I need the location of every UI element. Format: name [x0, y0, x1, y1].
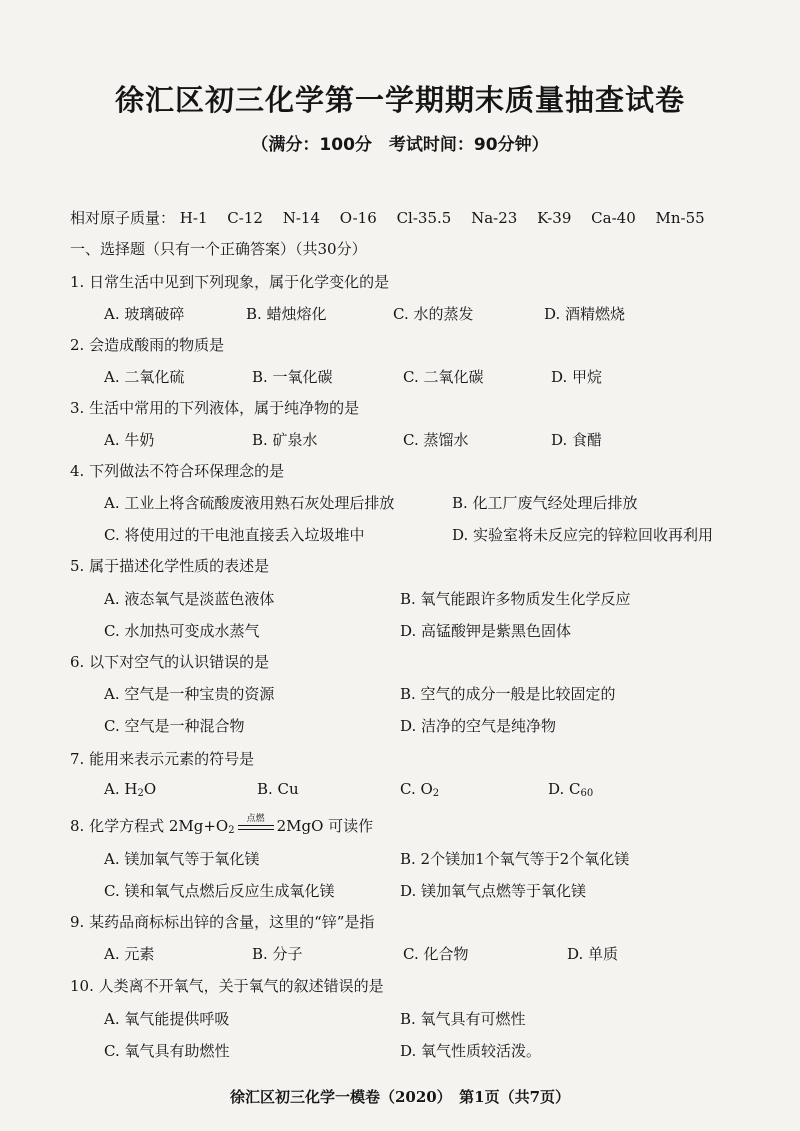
atomic-mass: N-14: [282, 209, 320, 227]
option-d[interactable]: D. 高锰酸钾是紫黑色固体: [400, 622, 572, 640]
atomic-masses-label: 相对原子质量：: [70, 209, 176, 227]
option-c[interactable]: C. $O_2$: [400, 780, 440, 799]
atomic-mass: C-12: [227, 209, 263, 227]
atomic-mass: Cl-35.5: [396, 209, 452, 227]
option-d[interactable]: D. 单质: [567, 945, 619, 963]
reaction-condition: 点燃: [246, 814, 265, 824]
page-subtitle: （满分：100分 考试时间：90分钟）: [251, 135, 549, 155]
option-c[interactable]: C. 水的蒸发: [393, 305, 474, 323]
option-b[interactable]: B. 分子: [252, 945, 303, 963]
page-footer: 徐汇区初三化学一模卷（2020） 第1页（共7页）: [229, 1088, 571, 1106]
option-a[interactable]: A. 空气是一种宝贵的资源: [104, 685, 275, 703]
question-stem: 4. 下列做法不符合环保理念的是: [70, 462, 285, 480]
atomic-mass: Na-23: [471, 209, 518, 227]
question-stem: 9. 某药品商标标出锌的含量，这里的“锌”是指: [70, 913, 375, 931]
option-c[interactable]: C. 化合物: [403, 945, 469, 963]
option-a[interactable]: A. 镁加氧气等于氧化镁: [104, 850, 260, 868]
question-stem: 2. 会造成酸雨的物质是: [70, 336, 225, 354]
option-d[interactable]: D. 实验室将未反应完的锌粒回收再利用: [452, 526, 714, 544]
question-stem: 6. 以下对空气的认识错误的是: [70, 653, 270, 671]
atomic-mass: H-1: [179, 209, 208, 227]
atomic-masses-line: [70, 207, 720, 228]
option-b[interactable]: B. 氧气具有可燃性: [400, 1010, 526, 1028]
question-stem: 8. 化学方程式 $2Mg+O_2$ 点燃 2MgO 可读作: [70, 815, 373, 836]
option-d[interactable]: D. 洁净的空气是纯净物: [400, 717, 557, 735]
option-a[interactable]: A. 元素: [104, 945, 155, 963]
option-c[interactable]: C. 镁和氧气点燃后反应生成氧化镁: [104, 882, 335, 900]
option-a[interactable]: A. 液态氧气是淡蓝色液体: [104, 590, 275, 608]
option-b[interactable]: B. 2个镁加1个氧气等于2个氧化镁: [400, 850, 630, 868]
option-b[interactable]: B. 化工厂废气经处理后排放: [452, 494, 638, 512]
option-c[interactable]: C. 空气是一种混合物: [104, 717, 245, 735]
option-d[interactable]: D. 食醋: [551, 431, 603, 449]
option-a[interactable]: A. 二氧化硫: [104, 368, 185, 386]
option-b[interactable]: B. 一氧化碳: [252, 368, 333, 386]
atomic-mass: O-16: [339, 209, 377, 227]
option-d[interactable]: D. $C_{60}$: [548, 780, 594, 799]
option-c[interactable]: C. 蒸馏水: [403, 431, 469, 449]
section-heading: 一、选择题（只有一个正确答案）（共30分）: [70, 240, 367, 258]
option-a[interactable]: A. 氧气能提供呼吸: [104, 1010, 230, 1028]
option-b[interactable]: B. 矿泉水: [252, 431, 318, 449]
question-stem: 3. 生活中常用的下列液体，属于纯净物的是: [70, 399, 360, 417]
atomic-mass: Mn-55: [655, 209, 705, 227]
option-c[interactable]: C. 二氧化碳: [403, 368, 484, 386]
option-c[interactable]: C. 氧气具有助燃性: [104, 1042, 230, 1060]
atomic-mass: Ca-40: [591, 209, 636, 227]
atomic-mass: K-39: [537, 209, 572, 227]
page-title: 徐汇区初三化学第一学期期末质量抽查试卷: [114, 83, 685, 117]
option-c[interactable]: C. 将使用过的干电池直接丢入垃圾堆中: [104, 526, 365, 544]
option-d[interactable]: D. 氧气性质较活泼。: [400, 1042, 542, 1060]
option-b[interactable]: B. Cu: [257, 780, 299, 798]
option-b[interactable]: B. 蜡烛熔化: [246, 305, 327, 323]
option-a[interactable]: A. 工业上将含硫酸废液用熟石灰处理后排放: [104, 494, 395, 512]
question-stem: 1. 日常生活中见到下列现象，属于化学变化的是: [70, 273, 390, 291]
option-d[interactable]: D. 酒精燃烧: [544, 305, 626, 323]
option-a[interactable]: A. 牛奶: [104, 431, 155, 449]
option-b[interactable]: B. 氧气能跟许多物质发生化学反应: [400, 590, 631, 608]
option-a[interactable]: A. 玻璃破碎: [104, 305, 185, 323]
option-d[interactable]: D. 镁加氧气点燃等于氧化镁: [400, 882, 587, 900]
question-stem: 5. 属于描述化学性质的表述是: [70, 557, 270, 575]
question-stem: 7. 能用来表示元素的符号是: [70, 750, 255, 768]
option-d[interactable]: D. 甲烷: [551, 368, 603, 386]
option-a[interactable]: A. $H_2O$: [104, 780, 157, 799]
reaction-condition-arrow: [236, 814, 276, 833]
option-b[interactable]: B. 空气的成分一般是比较固定的: [400, 685, 616, 703]
question-stem: 10. 人类离不开氧气，关于氧气的叙述错误的是: [70, 977, 384, 995]
option-c[interactable]: C. 水加热可变成水蒸气: [104, 622, 260, 640]
